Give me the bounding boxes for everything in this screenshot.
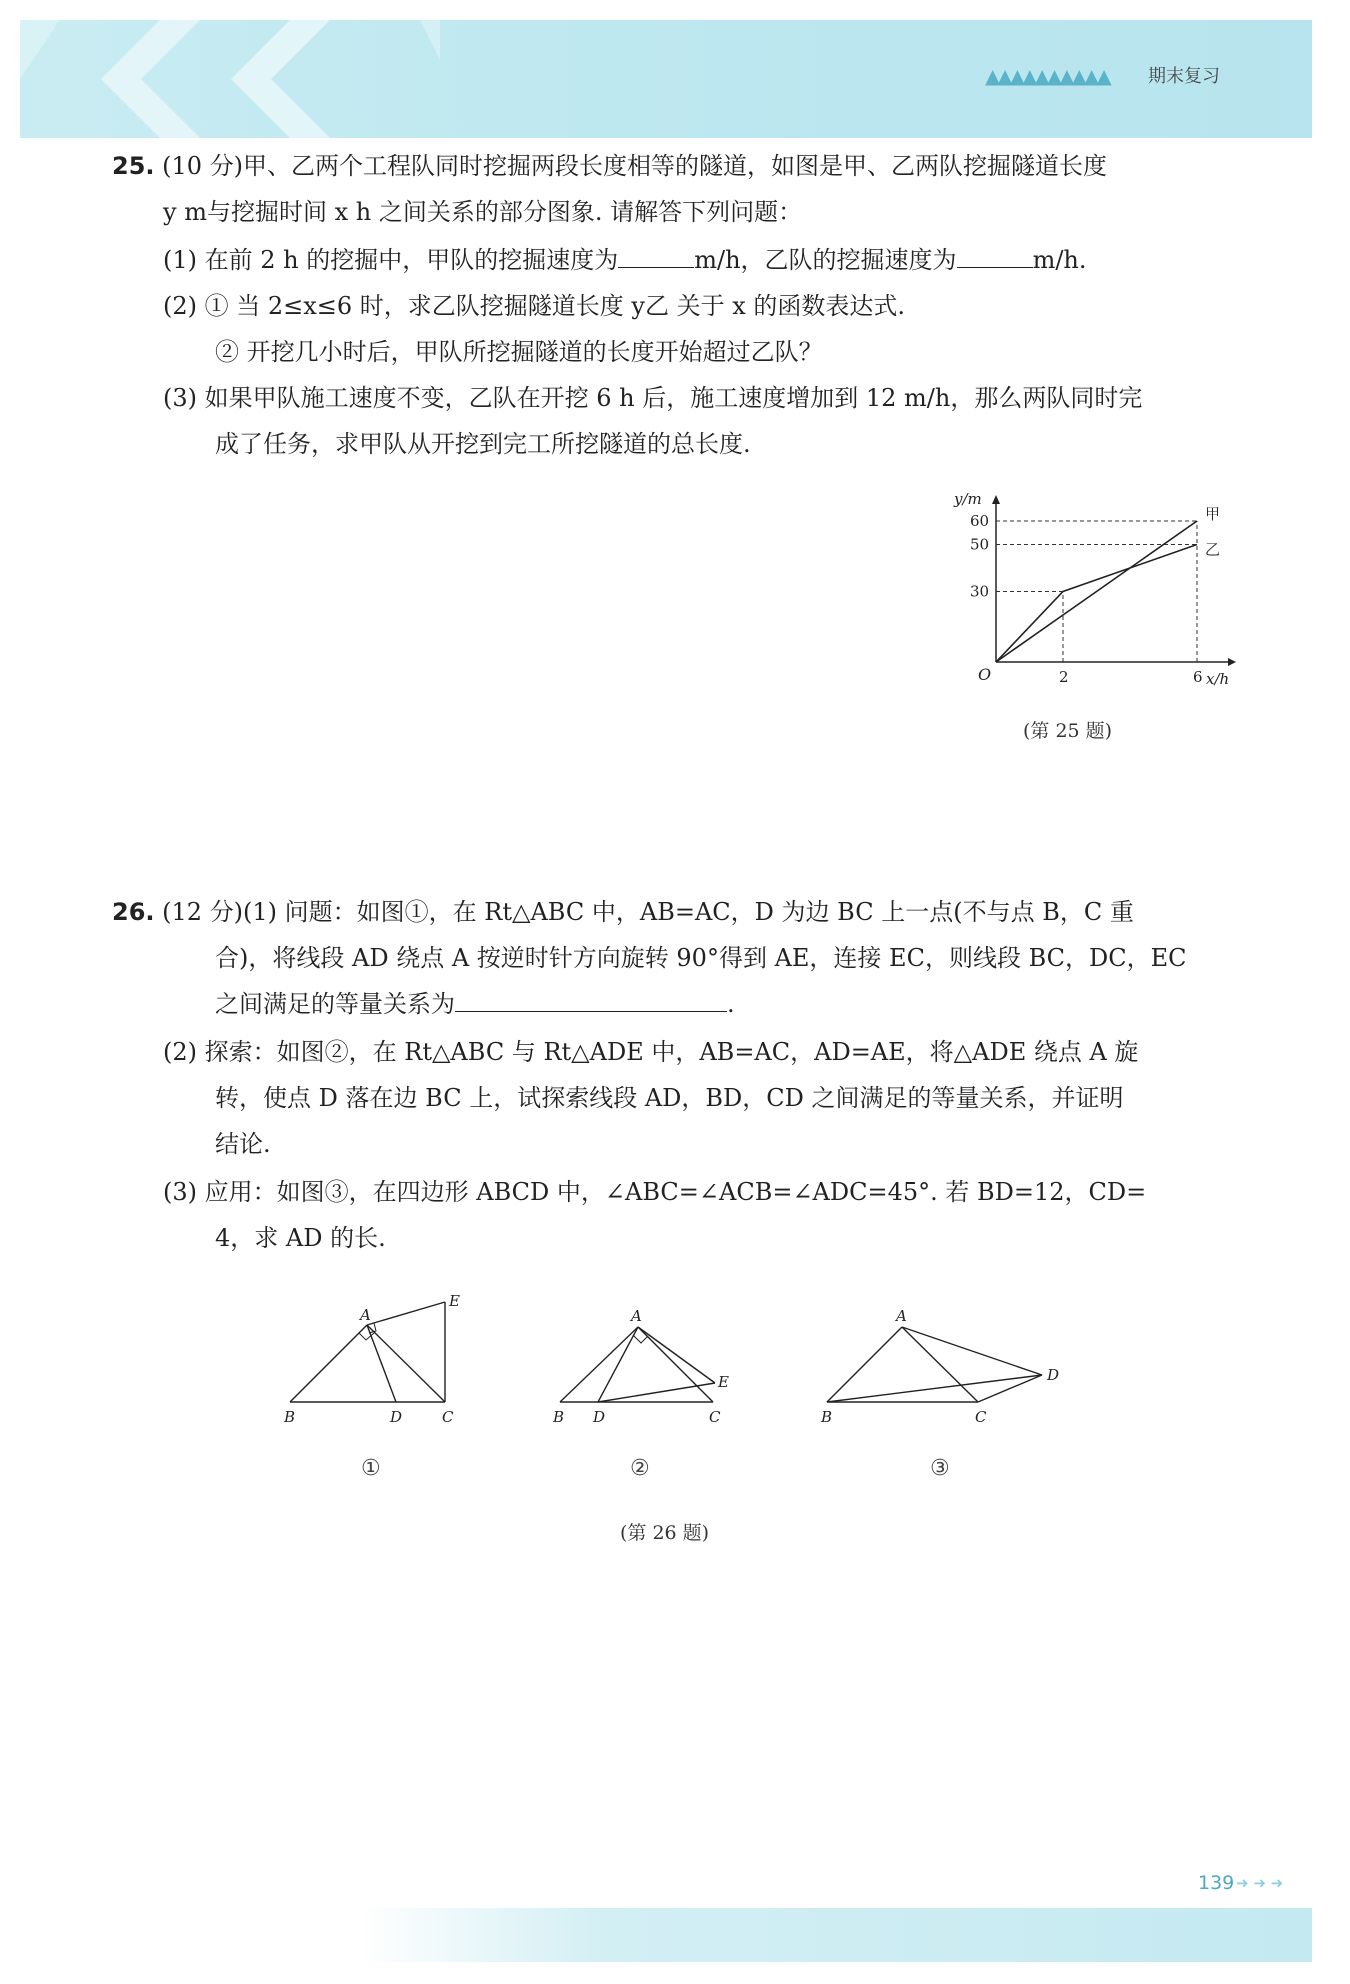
series-label-yi: 乙 <box>1205 540 1221 559</box>
fig1-label-e: E <box>449 1292 460 1310</box>
section-title: 期末复习 <box>1148 66 1220 87</box>
q26-part2-line3: 结论. <box>215 1130 271 1158</box>
q25-part3-1: (3) 如果甲队施工速度不变，乙队在开挖 6 h 后，施工速度增加到 12 m/h，那么两队同时完 <box>163 384 1143 412</box>
q26-figure-2 <box>545 1305 745 1440</box>
x-tick-label-2: 2 <box>1059 668 1069 686</box>
q26-number: 26. <box>112 898 155 926</box>
x-tick-label-6: 6 <box>1193 668 1203 686</box>
y-tick-label-30: 30 <box>970 582 990 601</box>
q26-part1-text: (12 分)(1) 问题：如图①，在 Rt△ABC 中，AB=AC，D 为边 BC 上一点(不与点 B，C 重 <box>162 898 1134 926</box>
footer-band <box>360 1908 1312 1962</box>
fig3-number: ③ <box>930 1456 950 1481</box>
q26-part1-line3-text: 之间满足的等量关系为 <box>215 990 455 1018</box>
fig1-label-a: A <box>360 1306 371 1324</box>
page-arrow-icons: ➜ ➜ ➜ <box>1236 1874 1284 1892</box>
q26-part1-end: . <box>727 990 735 1018</box>
x-axis-label: x/h <box>1206 670 1230 688</box>
q26-part1-line1 <box>112 896 1134 928</box>
q25-line-chart <box>940 490 1240 700</box>
q25-intro-text: (10 分)甲、乙两个工程队同时挖掘两段长度相等的隧道，如图是甲、乙两队挖掘隧道长度 <box>162 152 1108 180</box>
q26-part2-line2: 转，使点 D 落在边 BC 上，试探索线段 AD，BD，CD 之间满足的等量关系，并证明 <box>215 1084 1124 1112</box>
q25-intro-line2: y m与挖掘时间 x h 之间关系的部分图象. 请解答下列问题： <box>163 198 803 226</box>
q25-intro-line1 <box>112 150 1107 182</box>
fig1-label-c: C <box>442 1408 454 1426</box>
q25-part1 <box>163 244 1087 276</box>
q25-part1-a: (1) 在前 2 h 的挖掘中，甲队的挖掘速度为 <box>163 246 619 274</box>
q25-part3-2: 成了任务，求甲队从开挖到完工所挖隧道的总长度. <box>215 430 751 458</box>
chevron-decoration <box>20 20 440 138</box>
series-line-yi <box>996 545 1197 663</box>
answer-blank-relation[interactable] <box>455 989 727 1012</box>
y-tick-label-60: 60 <box>970 512 990 530</box>
x-axis-arrow <box>1228 658 1236 666</box>
fig2-number: ② <box>630 1456 650 1481</box>
q26-figure-1 <box>270 1290 480 1440</box>
q25-part2-1: (2) ① 当 2≤x≤6 时，求乙队挖掘隧道长度 y乙 关于 x 的函数表达式. <box>163 292 906 320</box>
fig3-label-d: D <box>1047 1366 1060 1384</box>
q26-part1-line3 <box>215 988 735 1020</box>
answer-blank-jia-speed[interactable] <box>618 245 694 268</box>
fig2-label-a: A <box>631 1307 642 1325</box>
q25-part2-2: ② 开挖几小时后，甲队所挖掘隧道的长度开始超过乙队？ <box>215 338 823 366</box>
q26-part3-line2: 4，求 AD 的长. <box>215 1224 386 1252</box>
q25-part1-b: m/h，乙队的挖掘速度为 <box>694 246 957 274</box>
q26-caption: (第 26 题) <box>620 1522 710 1544</box>
fig1-label-b: B <box>284 1408 296 1426</box>
fig2-label-d: D <box>593 1408 606 1426</box>
y-tick-label-50: 50 <box>970 535 990 554</box>
q26-part3-line1: (3) 应用：如图③，在四边形 ABCD 中，∠ABC=∠ACB=∠ADC=45°. 若 BD=12，CD= <box>163 1178 1147 1206</box>
y-axis-arrow <box>992 495 1000 504</box>
fig2-label-b: B <box>553 1408 565 1426</box>
answer-blank-yi-speed[interactable] <box>957 245 1033 268</box>
fig1-number: ① <box>361 1456 381 1481</box>
fig2-label-e: E <box>718 1373 729 1391</box>
origin-label: O <box>978 665 992 684</box>
fig3-label-b: B <box>821 1408 833 1426</box>
q26-figure-3 <box>815 1305 1065 1440</box>
fig3-label-a: A <box>896 1307 907 1325</box>
series-label-jia: 甲 <box>1205 505 1221 523</box>
fig3-label-c: C <box>975 1408 987 1426</box>
fig2-label-c: C <box>709 1408 721 1426</box>
q25-number: 25. <box>112 152 155 180</box>
q25-part1-c: m/h. <box>1032 246 1087 274</box>
page-number: 139 <box>1198 1872 1235 1894</box>
header-band <box>20 20 1312 138</box>
header-triangle-icons: ▲▲▲▲▲▲▲▲▲▲ <box>985 64 1109 88</box>
fig1-label-d: D <box>390 1408 403 1426</box>
q25-caption: (第 25 题) <box>1023 720 1113 742</box>
q26-part2-line1: (2) 探索：如图②，在 Rt△ABC 与 Rt△ADE 中，AB=AC，AD=AE，将△ADE 绕点 A 旋 <box>163 1038 1139 1066</box>
q26-part1-line2: 合)，将线段 AD 绕点 A 按逆时针方向旋转 90°得到 AE，连接 EC，则线段 BC，DC，EC <box>215 944 1187 972</box>
y-axis-label: y/m <box>954 490 982 508</box>
